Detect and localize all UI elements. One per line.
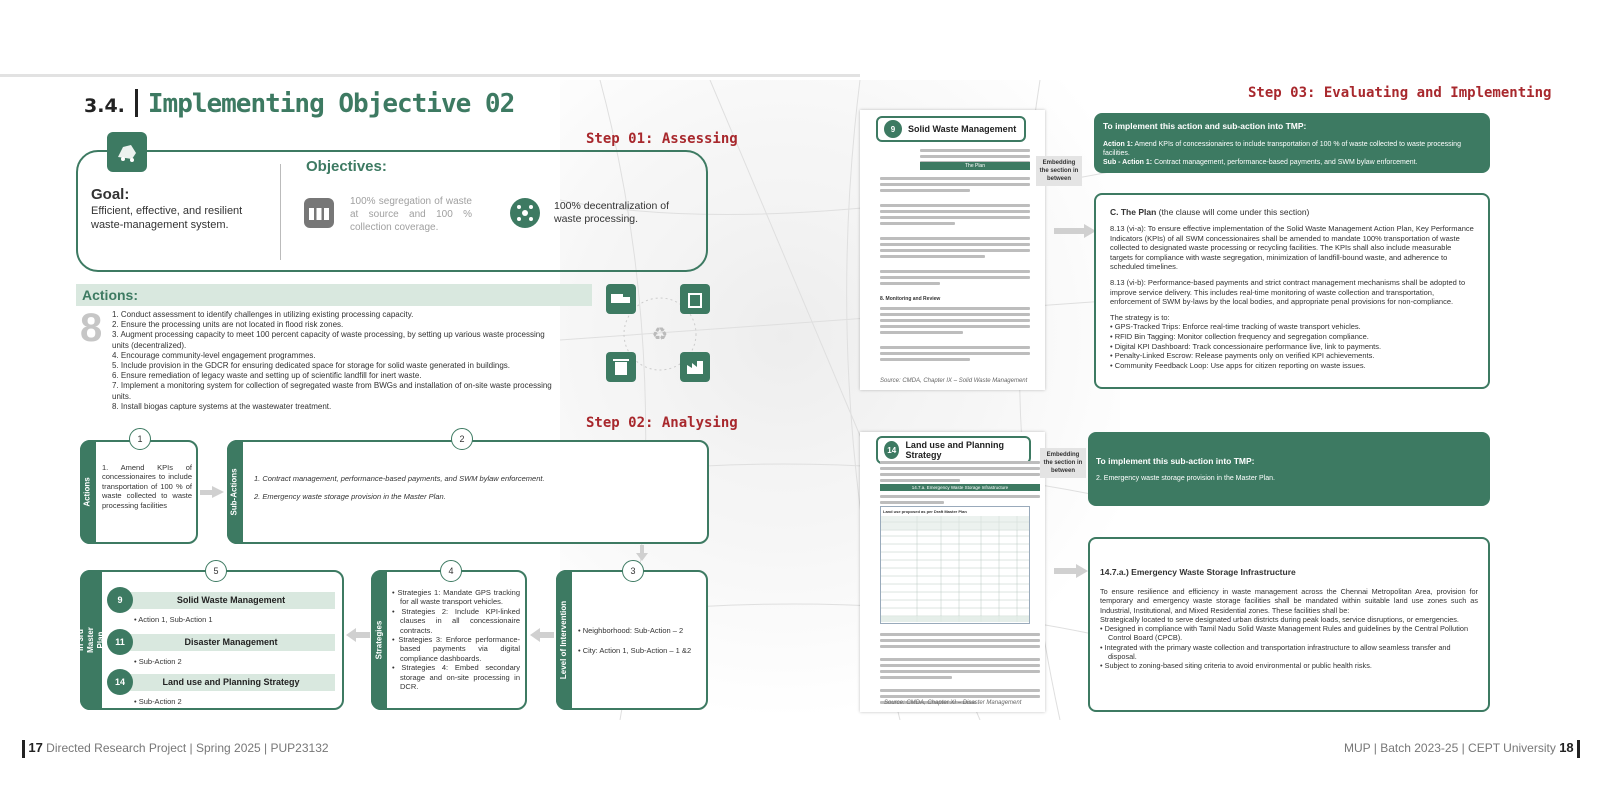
actions-count: 8 [80,306,103,350]
strategy-bullet: • Penalty-Linked Escrow: Release payments only on verified KPI achievements. [1110,351,1375,361]
emergency-storage-para: To ensure resilience and efficiency in waste management across the Chennai Metropolitan Area, provision for temporary and emergency waste storage facilities shall be mandated within suitable land use zones such as Industrial, Institutional, and Mixed Residential zones. These facilities shall be: [1100,587,1478,615]
flow-step-4-number: 4 [440,560,462,582]
strategy-bullet: • RFID Bin Tagging: Monitor collection frequency and segregation compliance. [1110,331,1369,341]
document-page-solid-waste [860,110,1045,390]
flow-arrow-2 [636,545,648,561]
doc2-title: Land use and Planning Strategy [905,440,1004,460]
flow-arrow-1-head [212,486,224,498]
strategies-list [392,588,520,691]
emergency-bullet: • Designed in compliance with Tamil Nadu Solid Waste Management Rules and guidelines by the Central Pollution Control Board (CPCB). [1100,624,1469,643]
doc1-monitoring-heading: 8. Monitoring and Review [880,296,941,302]
emergency-storage-bullets [1100,624,1478,670]
goal-divider [280,164,281,260]
emergency-storage-line: Strategically located to serve designated urban districts during peak loads, service disruptions, or emergencies. [1100,614,1459,624]
intervention-neighborhood: • Neighborhood: Sub-Action – 2 [578,626,684,635]
section-title: Implementing Objective 02 [147,89,515,119]
doc2-table-grid [881,516,1029,622]
flow-step-2-number: 2 [451,428,473,450]
right-page-number: 18 [1559,740,1574,756]
tmp-implementation-heading: To implement this action and sub-action into TMP: [1103,121,1307,131]
action-item: 4. Encourage community-level engagement programmes. [112,350,316,360]
doc1-plan-bar: The Plan [920,162,1030,170]
flow-step-1-number: 1 [129,428,151,450]
tmp-sub-action-1: Sub - Action 1: Contract management, performance-based payments, and SWM bylaw enforcement. [1103,159,1418,166]
goal-heading: Goal: [91,186,130,203]
doc2-text-block-1 [880,458,1040,485]
doc2-land-use-table [880,506,1030,624]
waste-truck-icon [107,132,147,172]
doc1-embed-note: Embedding the section in between [1036,156,1082,186]
goal-text: Efficient, effective, and resilient waste-management system. [91,205,243,231]
intervention-city: • City: Action 1, Sub-Action – 1 &2 [578,646,692,655]
flow-step-3-number: 3 [622,560,644,582]
processing-plant-icon [680,352,710,382]
step-03-label: Step 03: Evaluating and Implementing [1248,85,1552,101]
emergency-storage-heading: 14.7.a.) Emergency Waste Storage Infrastructure [1100,567,1296,577]
flow-arrow-4 [346,628,370,642]
top-divider [0,74,860,77]
flow-arrow-3 [530,628,554,642]
left-page-number: 17 [28,740,43,756]
emergency-bullet: • Integrated with the primary waste collection and transportation infrastructure to allow seamless transfer and disposal. [1100,642,1451,662]
clause-vi-a: 8.13 (vi-a): To ensure effective implementation of the Solid Waste Management Action Plan, Key Performance Indicators (KPIs) of all SWM concessionaires shall be amended to mandate 100% transportation of waste collected to designated waste processing or recycling facilities. The KPIs shall also include measurable targets for compliance with waste segregation, minimization of landfill-bound waste, and adherence to scheduled timelines. [1110,224,1474,272]
chapter-name: Solid Waste Management [127,592,335,609]
strategy-heading: The strategy is to: [1110,312,1170,322]
action-item: 1. Conduct assessment to identify challenges in utilizing existing processing capacity. [112,310,414,319]
footer-left-bar [22,740,25,758]
strategy-list [1110,322,1474,370]
flow-step-5-number: 5 [205,560,227,582]
doc1-number: 9 [884,120,902,138]
step-01-label: Step 01: Assessing [586,131,738,147]
action-item: 2. Ensure the processing units are not located in flood risk zones. [112,320,344,330]
chapter-number: 14 [107,669,133,695]
embedding-chapters-label: Embedding in 3rd Master Plan [80,570,102,710]
action-item: 7. Implement a monitoring system for collection of segregated waste from BWGs and installation of on-site waste processing units. [112,381,552,401]
emergency-storage-card [1088,537,1490,712]
chapter-sub: • Action 1, Sub-Action 1 [134,615,213,624]
actions-list [112,310,562,412]
footer-right [1344,740,1580,758]
action-item: 3. Augment processing capacity to meet 100 percent capacity of waste processing, by setting up various waste processing units (decentralized). [112,330,545,350]
emergency-bullet: • Subject to zoning-based siting criteria to avoid environmental or public health risks. [1100,661,1372,671]
chapter-name: Disaster Management [127,634,335,651]
doc2-number: 14 [884,441,899,459]
footer-right-bar [1577,740,1580,758]
level-of-intervention-label: Level of Intervention [556,570,572,710]
chapter-number: 11 [107,629,133,655]
chapter-row-solid-waste [107,587,335,613]
objectives-heading: Objectives: [306,158,387,175]
doc2-embed-note: Embedding the section in between [1040,448,1086,478]
chapter-number: 9 [107,587,133,613]
step-02-label: Step 02: Analysing [586,415,738,431]
document-page-land-use [860,432,1045,712]
footer-right-text: MUP | Batch 2023-25 | CEPT University [1343,741,1556,756]
compost-bin-icon [680,284,710,314]
sub-actions-card-label: Sub-Actions [227,440,243,544]
sub-action-1: 1. Contract management, performance-based payments, and SWM bylaw enforcement. [254,474,545,483]
section-bar [135,89,138,117]
actions-heading: Actions: [76,284,592,306]
action-item: 8. Install biogas capture systems at the wastewater treatment. [112,401,332,411]
action-item: 5. Include provision in the GDCR for ensuring dedicated space for storage for solid waste generated in buildings. [112,361,511,371]
chapter-row-disaster [107,629,335,655]
the-plan-heading: C. The Plan (the clause will come under this section) [1110,207,1310,217]
right-arrow-1 [1054,224,1096,238]
chapter-sub: • Sub-Action 2 [134,697,182,706]
chapter-name: Land use and Planning Strategy [127,674,335,691]
strategy-item: • Strategies 3: Enforce performance-based payments via digital compliance dashboards. [392,635,520,663]
doc2-text-block-3 [880,630,1040,707]
objective-2-text: 100% decentralization of waste processing. [554,200,669,225]
tmp-sub-action-card [1088,432,1490,506]
doc2-source: Source: CMDA, Chapter XI – Disaster Management [884,700,1022,706]
chapter-sub: • Sub-Action 2 [134,657,182,666]
section-header [84,84,514,119]
strategy-bullet: • Community Feedback Loop: Use apps for citizen reporting on waste issues. [1110,360,1366,370]
tmp-action-1: Action 1: Amend KPIs of concessionaires to include transportation of 100 % of waste collected to waste processing facilities. [1103,141,1461,157]
strategy-bullet: • GPS-Tracked Trips: Enforce real-time tracking of waste transport vehicles. [1110,322,1361,332]
strategy-item: • Strategies 2: Include KPI-linked clauses in all concessionaire contracts. [392,606,520,635]
strategy-bullet: • Digital KPI Dashboard: Track concessionaire performance live, link to payments. [1110,341,1382,351]
footer-left [22,740,329,758]
doc1-text-block-3 [880,304,1030,364]
clause-vi-b: 8.13 (vi-b): Performance-based payments and strict contract management mechanisms shall be adopted to improve service delivery. This includes real-time monitoring of waste collection and transportation, enforcement of SWM by-laws by the local bodies, and appropriate penal provisions for non-compliance. [1110,277,1466,307]
sub-action-2: 2. Emergency waste storage provision in the Master Plan. [254,492,446,501]
doc1-source: Source: CMDA, Chapter IX – Solid Waste Management [880,378,1028,384]
objective-1-text: 100% segregation of waste at source and 100 % collection coverage. [350,196,472,233]
strategy-item: • Strategies 1: Mandate GPS tracking for all waste transport vehicles. [392,588,520,607]
footer-left-text: Directed Research Project | Spring 2025 | PUP23132 [46,741,329,756]
tmp-sub-action-heading: To implement this sub-action into TMP: [1096,456,1255,466]
doc2-bar: 14.7.a. Emergency Waste Storage Infrastructure [880,484,1040,491]
section-number: 3.4. [84,95,125,117]
strategy-item: • Strategies 4: Embed secondary storage and on-site processing in DCR. [392,663,520,692]
recycle-network-icon [510,198,540,228]
collection-truck-icon [606,284,636,314]
strategies-card-label: Strategies [371,570,387,710]
chapter-row-land-use [107,669,335,695]
recycling-bin-icon [606,352,636,382]
right-arrow-2 [1054,564,1088,578]
doc2-text-block-2 [880,492,1040,507]
tmp-implementation-card [1094,113,1490,173]
action-item: 6. Ensure remediation of legacy waste and setting up of scientific landfill for inert waste. [112,371,422,381]
doc1-title: Solid Waste Management [908,124,1017,134]
doc1-title-tag [876,116,1026,142]
waste-cycle-graphic [606,284,716,384]
level-of-intervention-card [556,570,708,710]
doc2-table-title: Land use proposed as per Draft Master Plan [883,509,967,514]
svg-text:♻: ♻ [651,324,669,345]
bins-icon [304,198,334,228]
actions-card-label: Actions [80,440,96,544]
actions-card-text: 1. Amend KPIs of concessionaires to include transportation of 100 % of waste collected to waste processing facilities [102,463,192,510]
the-plan-clause-card [1094,193,1490,389]
doc1-text-block-2 [880,174,1030,288]
tmp-sub-action-text: 2. Emergency waste storage provision in the Master Plan. [1096,475,1275,482]
